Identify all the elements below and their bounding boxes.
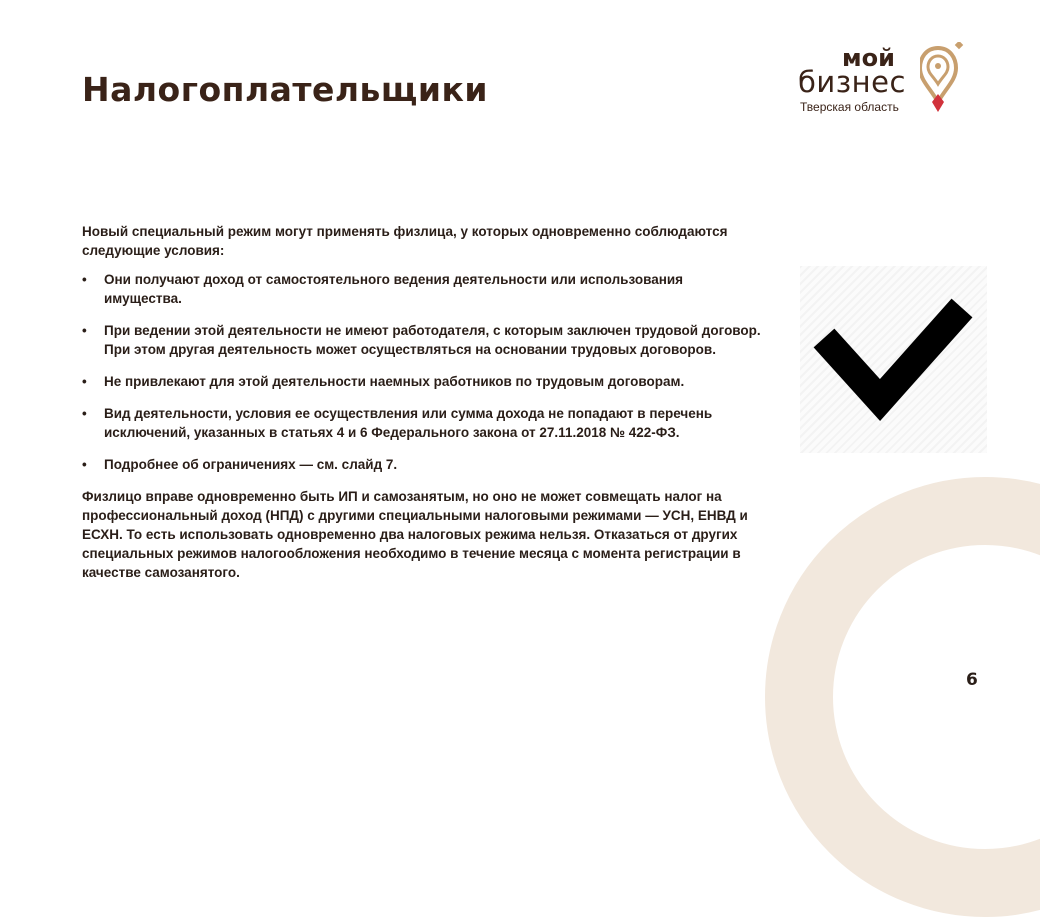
brand-logo — [796, 42, 971, 122]
checkmark-icon — [800, 266, 987, 453]
list-item: • При ведении этой деятельности не имеют работодателя, с которым заключен трудовой договор. При этом другая деятельность может осуществляться на основании трудовых договоров. — [82, 321, 762, 359]
list-item: • Вид деятельности, условия ее осуществления или сумма дохода не попадают в перечень исключений, указанных в статьях 4 и 6 Федерального закона от 27.11.2018 № 422-ФЗ. — [82, 404, 762, 442]
logo-word-moi: мой — [842, 44, 895, 72]
page-number: 6 — [966, 670, 978, 690]
location-pin-icon — [920, 42, 968, 118]
illustration-panel — [800, 266, 987, 453]
slide-body — [82, 222, 762, 582]
logo-word-biznes: бизнес — [798, 65, 906, 99]
outro-paragraph: Физлицо вправе одновременно быть ИП и самозанятым, но оно не может совмещать налог на профессиональный доход (НПД) с другими специальными налоговыми режимами — УСН, ЕНВД и ЕСХН. То есть использовать одновременно два налоговых режима нельзя. Отказаться от других специальных режимов налогообложения необходимо в течение месяца с момента регистрации в качестве самозанятого. — [82, 489, 748, 580]
logo-region: Тверская область — [800, 100, 899, 114]
conditions-list — [82, 270, 762, 474]
slide-title: Налогоплательщики — [82, 70, 489, 109]
intro-paragraph: Новый специальный режим могут применять физлица, у которых одновременно соблюдаются следующие условия: — [82, 224, 728, 258]
list-item: • Они получают доход от самостоятельного ведения деятельности или использования имущества. — [82, 270, 762, 308]
list-item: • Подробнее об ограничениях — см. слайд 7. — [82, 455, 762, 474]
decorative-ring — [765, 477, 1040, 917]
list-item: • Не привлекают для этой деятельности наемных работников по трудовым договорам. — [82, 372, 762, 391]
